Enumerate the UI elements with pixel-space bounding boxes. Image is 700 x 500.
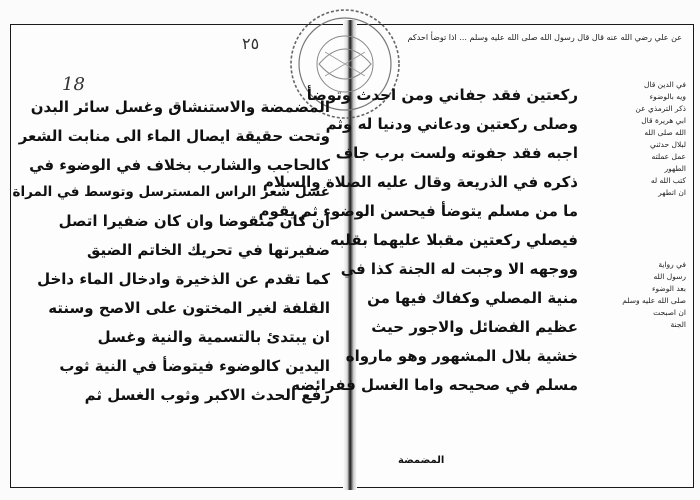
margin-note-line: في الدين قال	[643, 80, 686, 89]
catchword: المضمضة	[398, 455, 445, 466]
text-line: ان يبتدئ بالتسمية والنية وغسل	[97, 328, 330, 346]
text-line: عظيم الفضائل والاجور حيث	[371, 318, 578, 336]
margin-note-line: لبلال حدثني	[649, 140, 686, 149]
right-page	[258, 26, 690, 484]
margin-note-line: ابي هريرة قال	[641, 116, 686, 125]
text-line: رفع الحدث الاكبر وثوب الغسل ثم	[84, 386, 330, 404]
text-line: مسلم في صحيحه واما الغسل ففرائضه	[291, 376, 578, 394]
corner-page-number: ٢٥	[242, 34, 260, 53]
folio-number: 18	[62, 74, 85, 95]
text-line: خشية بلال المشهور وهو مارواه	[345, 347, 578, 365]
margin-note-line: رسول الله	[653, 272, 686, 281]
text-line: القلفة لغير المختون على الاصح وسنته	[48, 299, 330, 317]
text-line: فيصلي ركعتين مقبلا عليهما بقلبه	[330, 231, 578, 249]
text-line: ضفيرتها في تحريك الخاتم الضيق	[87, 241, 330, 259]
margin-note-line: ذكر الترمذي عن	[635, 104, 686, 113]
text-line: اليدين كالوضوء فيتوضأ في النية ثوب	[59, 357, 330, 375]
margin-note-line: عمل عملته	[651, 152, 686, 161]
side-margin-note	[586, 81, 686, 441]
text-line: كما تقدم عن الذخيرة وادخال الماء داخل	[37, 270, 330, 288]
text-line: المضمضة والاستنشاق وغسل سائر البدن	[30, 98, 330, 116]
text-line: كالحاجب والشارب بخلاف في الوضوء في	[29, 156, 330, 174]
left-page	[12, 26, 342, 484]
margin-note-line: الله صلى الله	[644, 128, 686, 137]
margin-note-line: ويه بالوضوء	[649, 92, 686, 101]
margin-note-line: في رواية	[658, 260, 686, 269]
text-line: ذكره في الذريعة وقال عليه الصلاة والسلام	[262, 173, 578, 191]
margin-note-line: ان اصبحت	[653, 308, 686, 317]
margin-note-line: ان اتطهر	[658, 188, 686, 197]
text-line: اجبه فقد جفوته ولست برب جاف	[335, 144, 578, 162]
margin-note-line: الجنة	[670, 320, 686, 329]
text-line: ركعتين فقد جفاني ومن احدث وتوضأ	[306, 86, 578, 104]
text-line: ان كان منقوضا وان كان ضفيرا اتصل	[58, 212, 330, 230]
margin-note-line: كتب الله له	[650, 176, 686, 185]
text-line: منية المصلي وكفاك فيها من	[367, 289, 578, 307]
margin-note-line: الطهور	[664, 164, 686, 173]
text-line: ما من مسلم يتوضأ فيحسن الوضوء ثم يقوم	[258, 202, 578, 220]
text-line: وصلى ركعتين ودعاني ودنيا له وثم	[325, 115, 578, 133]
margin-note-line: صلى الله عليه وسلم	[622, 296, 686, 305]
text-line: غسل شعر الراس المسترسل وتوسط في المراة	[12, 184, 330, 200]
text-line: وتحت حقيقة ايصال الماء الى منابت الشعر	[18, 127, 330, 145]
top-margin-note: عن علي رضي الله عنه قال قال رسول الله صلى الله عليه وسلم ... اذا توضأ احدكم	[407, 33, 682, 42]
margin-note-line: بعد الوضوء	[651, 284, 686, 293]
text-line: ووجهه الا وجبت له الجنة كذا في	[340, 260, 578, 278]
